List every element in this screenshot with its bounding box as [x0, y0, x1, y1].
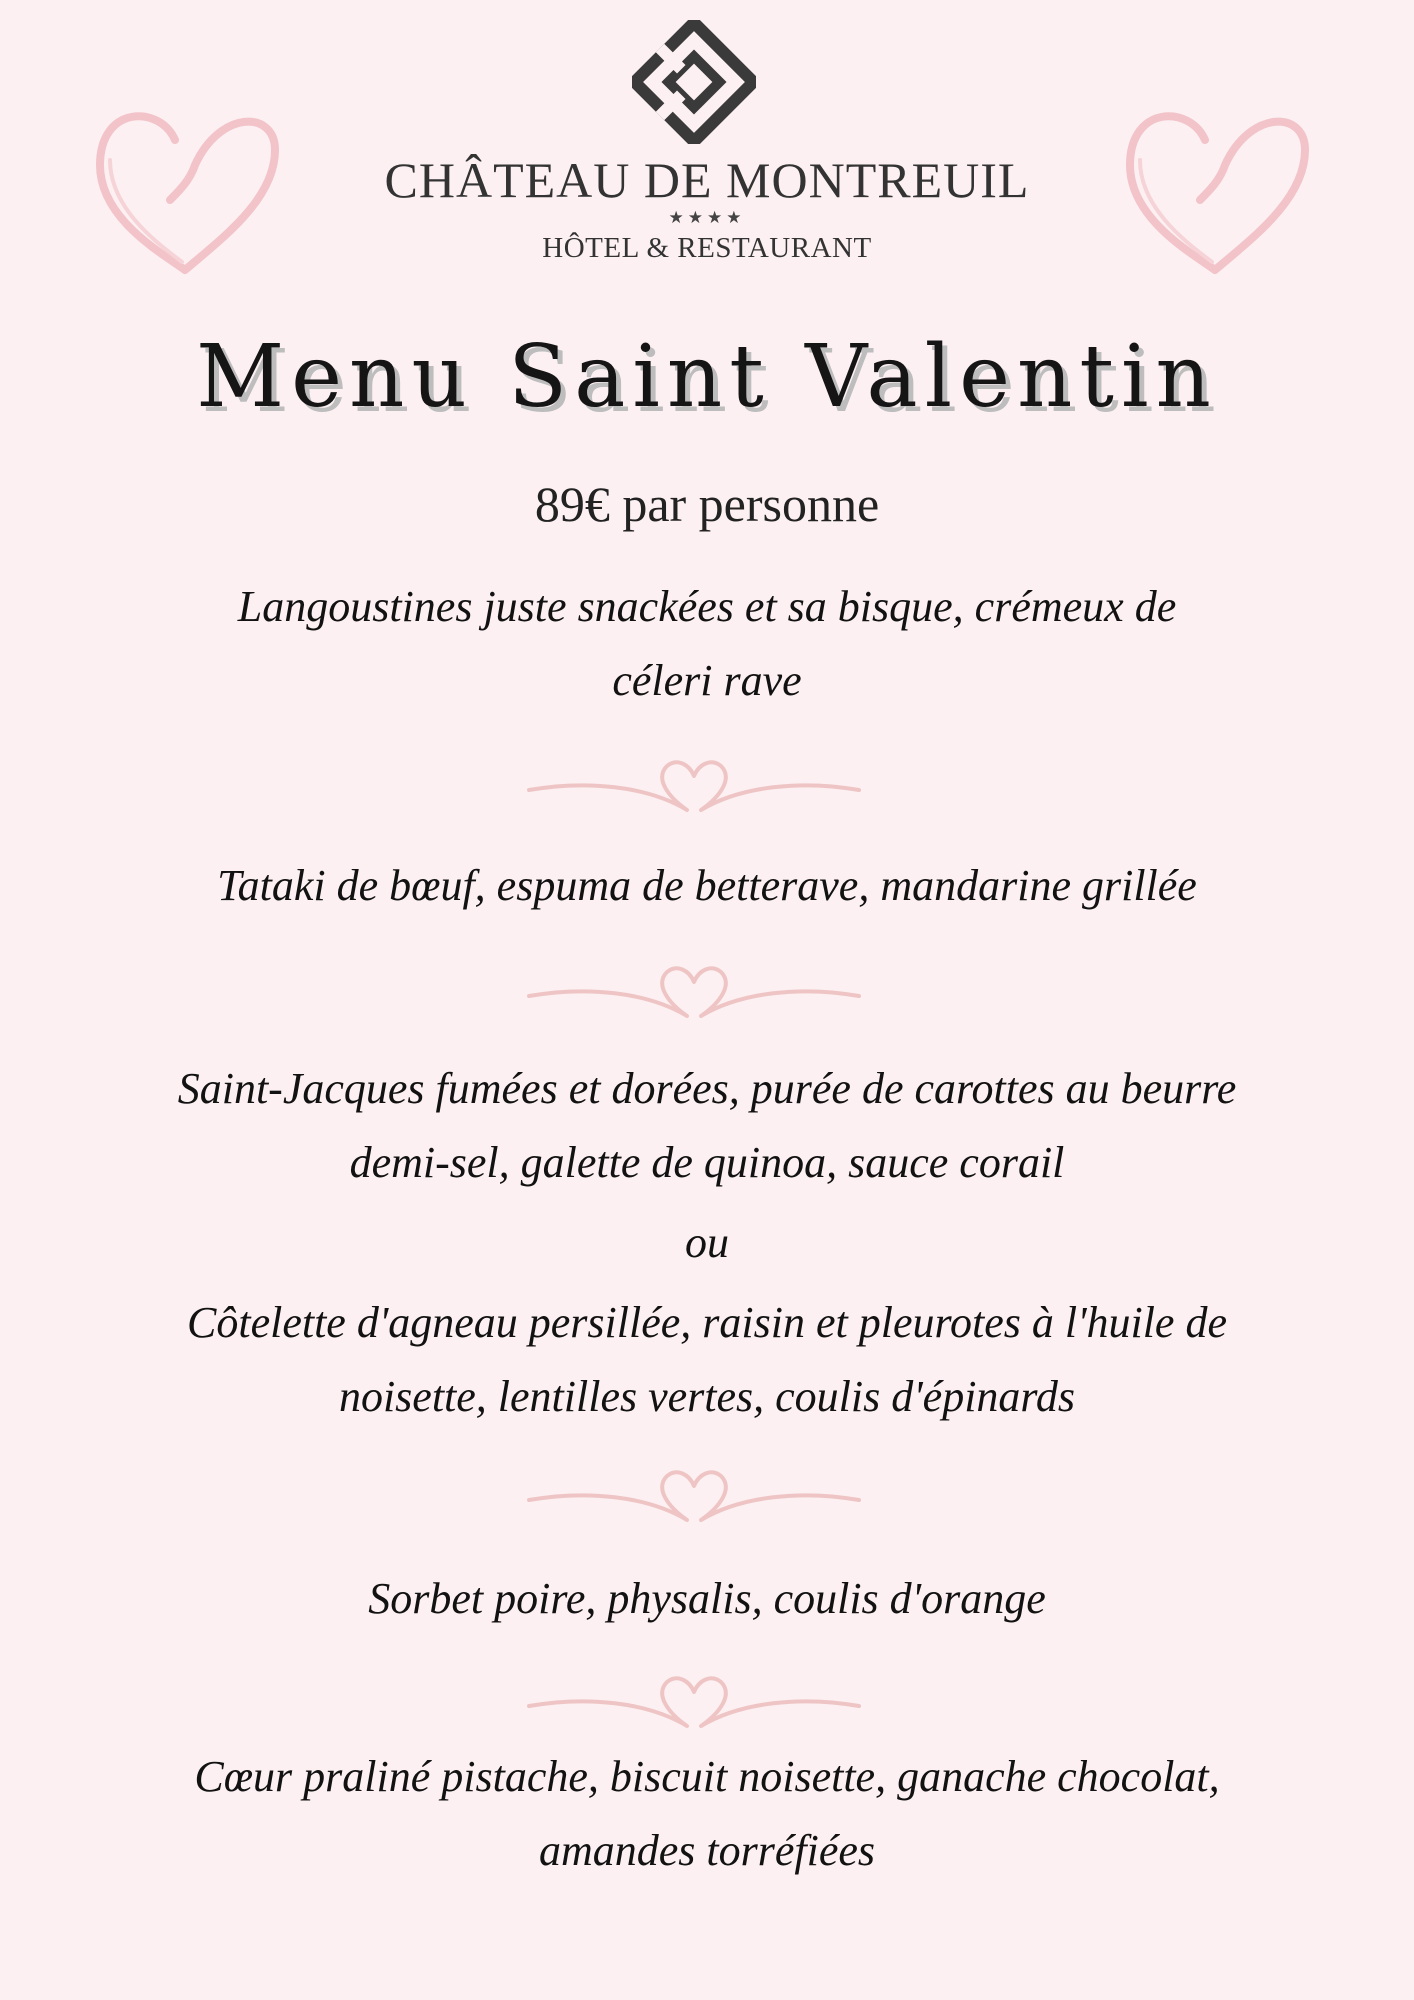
course-line: amandes torréfiées — [538, 1826, 876, 1875]
course-line: Cœur praliné pistache, biscuit noisette, ganache chocolat, — [194, 1752, 1220, 1801]
heart-divider-icon — [527, 1664, 861, 1734]
course-line: Côtelette d'agneau persillée, raisin et pleurotes à l'huile de — [187, 1298, 1227, 1347]
heart-divider-icon — [527, 1458, 861, 1528]
heart-divider-icon — [527, 748, 861, 818]
chateau-monogram-logo-icon — [632, 20, 756, 144]
course-dessert — [90, 1740, 1324, 1888]
heart-divider-icon — [527, 954, 861, 1024]
brand-subtitle: HÔTEL & RESTAURANT — [542, 232, 872, 264]
course-line: Tataki de bœuf, espuma de betterave, mandarine grillée — [217, 861, 1197, 910]
course-starter-2 — [90, 849, 1324, 923]
menu-title: Menu Saint Valentin — [196, 327, 1218, 427]
brand-name: CHÂTEAU DE MONTREUIL — [384, 152, 1030, 208]
brand-stars: ★★★★ — [668, 208, 746, 228]
course-starter-1 — [90, 570, 1324, 718]
course-line: demi-sel, galette de quinoa, sauce corail — [349, 1138, 1065, 1187]
course-line: Langoustines juste snackées et sa bisque, crémeux de — [237, 582, 1177, 631]
course-line: céleri rave — [612, 656, 802, 705]
course-pre-dessert — [90, 1562, 1324, 1636]
course-line: Saint-Jacques fumées et dorées, purée de carottes au beurre — [177, 1064, 1237, 1113]
course-main — [90, 1052, 1324, 1434]
course-line: noisette, lentilles vertes, coulis d'épinards — [338, 1372, 1076, 1421]
course-or: ou — [685, 1218, 729, 1267]
course-line: Sorbet poire, physalis, coulis d'orange — [368, 1574, 1046, 1623]
menu-price: 89€ par personne — [534, 476, 880, 532]
